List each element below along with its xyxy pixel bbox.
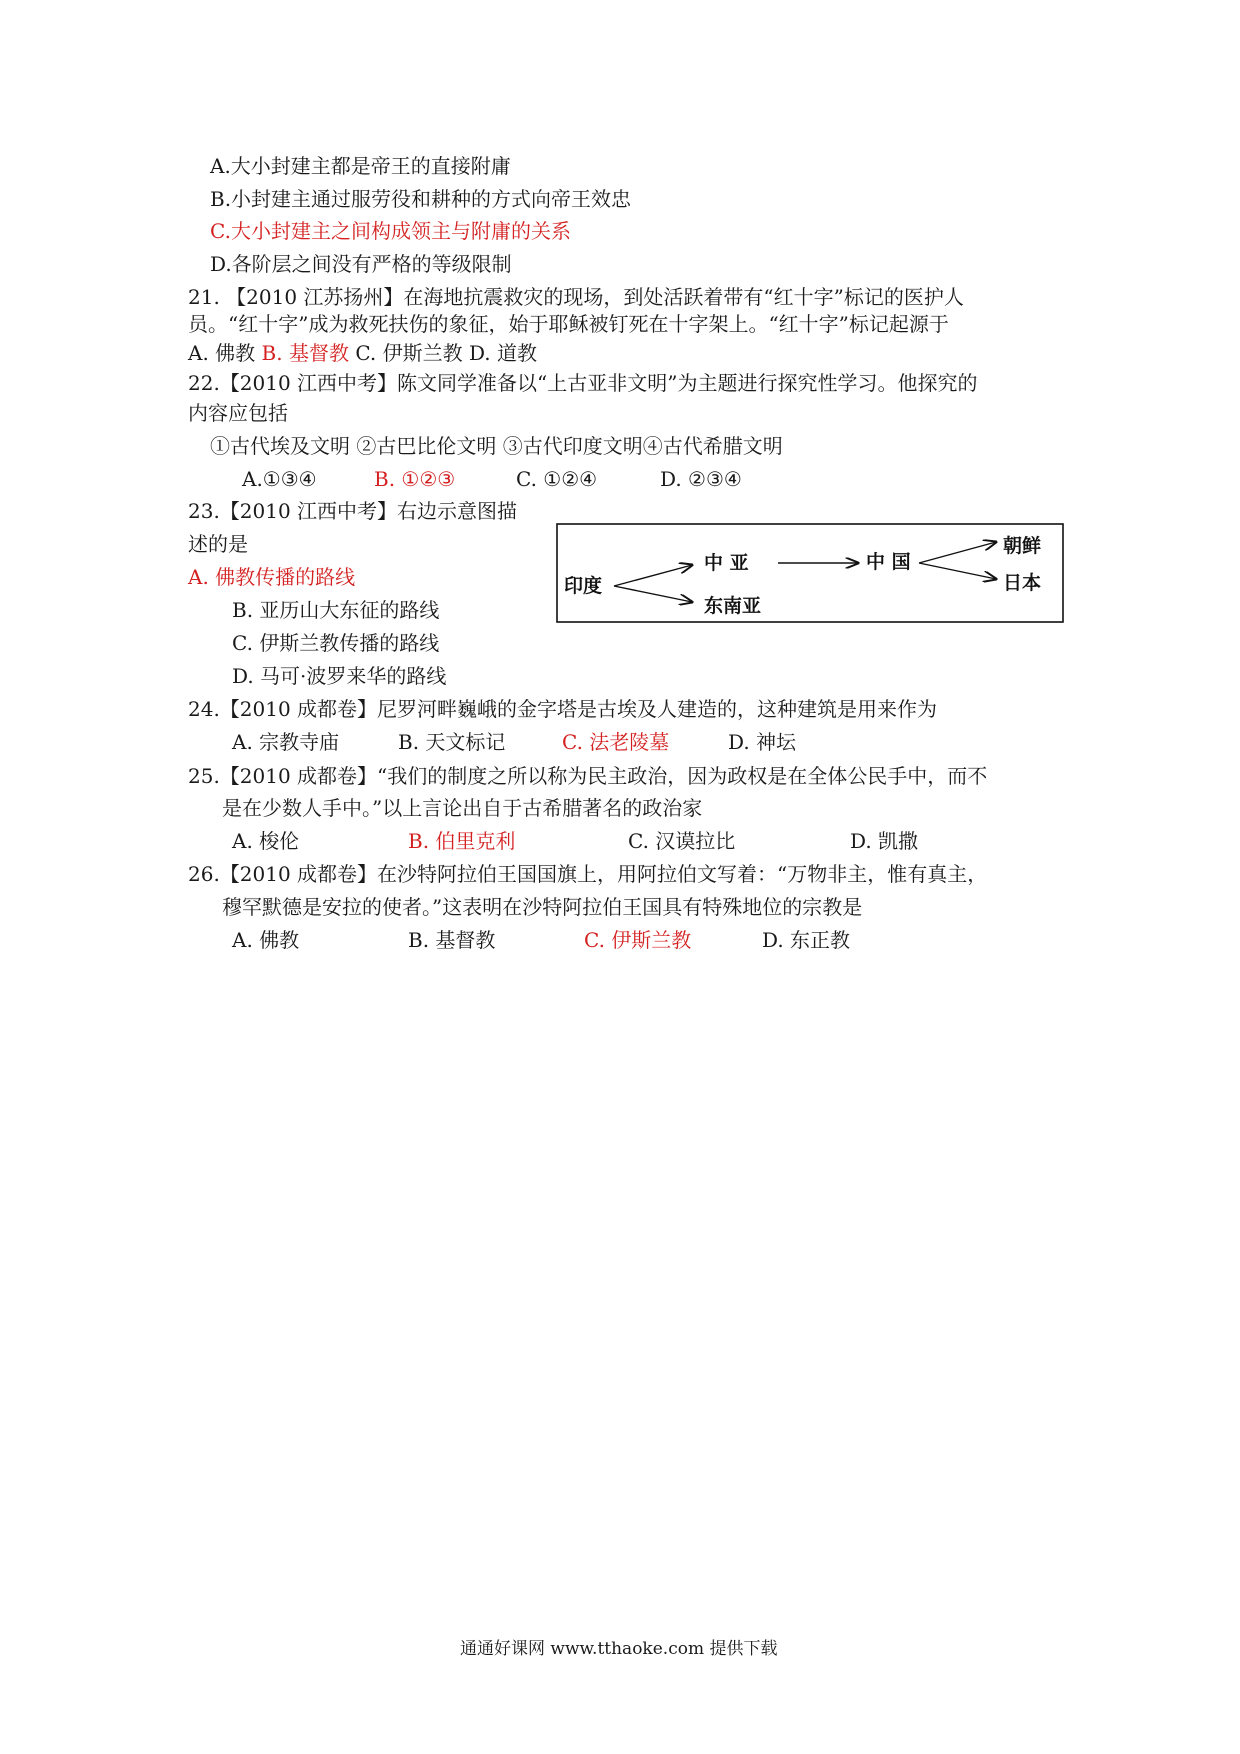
q24-option-d: D. 神坛 xyxy=(728,730,797,754)
footer-text: 通通好课网 www.tthaoke.com 提供下载 xyxy=(460,1639,778,1659)
q21-stem-line1: 21. 【2010 江苏扬州】在海地抗震救灾的现场，到处活跃着带有“红十字”标记的医护人 xyxy=(188,285,964,309)
node-china: 中 国 xyxy=(866,551,911,573)
q20-option-a: A.大小封建主都是帝王的直接附庸 xyxy=(210,154,511,178)
q20-option-d: D.各阶层之间没有严格的等级限制 xyxy=(210,252,512,276)
q22-stem-line2: 内容应包括 xyxy=(188,401,288,425)
q26-option-d: D. 东正教 xyxy=(762,928,851,952)
q23-stem-line1: 23.【2010 江西中考】右边示意图描 xyxy=(188,499,518,523)
q23-stem-line2: 述的是 xyxy=(188,532,248,556)
q23-option-c: C. 伊斯兰教传播的路线 xyxy=(232,631,440,655)
q23-option-b: B. 亚历山大东征的路线 xyxy=(232,598,440,622)
q22-stem-line1: 22.【2010 江西中考】陈文同学准备以“上古亚非文明”为主题进行探究性学习。他探究的 xyxy=(188,371,978,395)
q24-option-b: B. 天文标记 xyxy=(398,730,506,754)
node-india: 印度 xyxy=(564,575,603,597)
q23-option-d: D. 马可·波罗来华的路线 xyxy=(232,664,447,688)
node-southeast-asia: 东南亚 xyxy=(704,595,762,617)
q23-option-a-answer: A. 佛教传播的路线 xyxy=(188,565,356,589)
diagram-border xyxy=(557,524,1063,622)
q22-items: ①古代埃及文明 ②古巴比伦文明 ③古代印度文明④古代希腊文明 xyxy=(210,434,783,458)
q21-stem-line2: 员。“红十字”成为救死扶伤的象征，始于耶稣被钉死在十字架上。“红十字”标记起源于 xyxy=(188,312,949,336)
buddhism-route-diagram xyxy=(556,523,1064,623)
q24-option-c-answer: C. 法老陵墓 xyxy=(562,730,670,754)
q24-stem: 24.【2010 成都卷】尼罗河畔巍峨的金字塔是古埃及人建造的，这种建筑是用来作为 xyxy=(188,697,938,721)
q20-option-b: B.小封建主通过服劳役和耕种的方式向帝王效忠 xyxy=(210,187,632,211)
q24-option-a: A. 宗教寺庙 xyxy=(232,730,340,754)
node-korea: 朝鲜 xyxy=(1003,535,1042,557)
node-japan: 日本 xyxy=(1003,572,1042,594)
q26-stem-line2: 穆罕默德是安拉的使者。”这表明在沙特阿拉伯王国具有特殊地位的宗教是 xyxy=(222,895,863,919)
q26-option-a: A. 佛教 xyxy=(232,928,300,952)
q22-option-d: D. ②③④ xyxy=(660,467,742,491)
q25-option-c: C. 汉谟拉比 xyxy=(628,829,736,853)
q25-option-a: A. 梭伦 xyxy=(232,829,300,853)
node-central-asia: 中 亚 xyxy=(704,552,749,574)
q21-option-b-answer: B. 基督教 xyxy=(261,341,349,365)
q20-option-c-answer: C.大小封建主之间构成领主与附庸的关系 xyxy=(210,219,571,243)
q21-option-cd: C. 伊斯兰教 D. 道教 xyxy=(355,341,538,365)
q25-option-b-answer: B. 伯里克利 xyxy=(408,829,516,853)
q25-stem-line2: 是在少数人手中。”以上言论出自于古希腊著名的政治家 xyxy=(222,796,703,820)
q26-option-b: B. 基督教 xyxy=(408,928,496,952)
q26-stem-line1: 26.【2010 成都卷】在沙特阿拉伯王国国旗上，用阿拉伯文写着：“万物非主，惟有真主， xyxy=(188,862,988,886)
q21-options xyxy=(188,340,537,366)
q22-option-b-answer: B. ①②③ xyxy=(374,467,456,491)
q21-option-a: A. 佛教 xyxy=(188,341,256,365)
q26-option-c-answer: C. 伊斯兰教 xyxy=(584,928,692,952)
q25-stem-line1: 25.【2010 成都卷】“我们的制度之所以称为民主政治，因为政权是在全体公民手中，而不 xyxy=(188,764,988,788)
q25-option-d: D. 凯撒 xyxy=(850,829,919,853)
q22-option-a: A.①③④ xyxy=(242,467,317,491)
q22-option-c: C. ①②④ xyxy=(516,467,598,491)
